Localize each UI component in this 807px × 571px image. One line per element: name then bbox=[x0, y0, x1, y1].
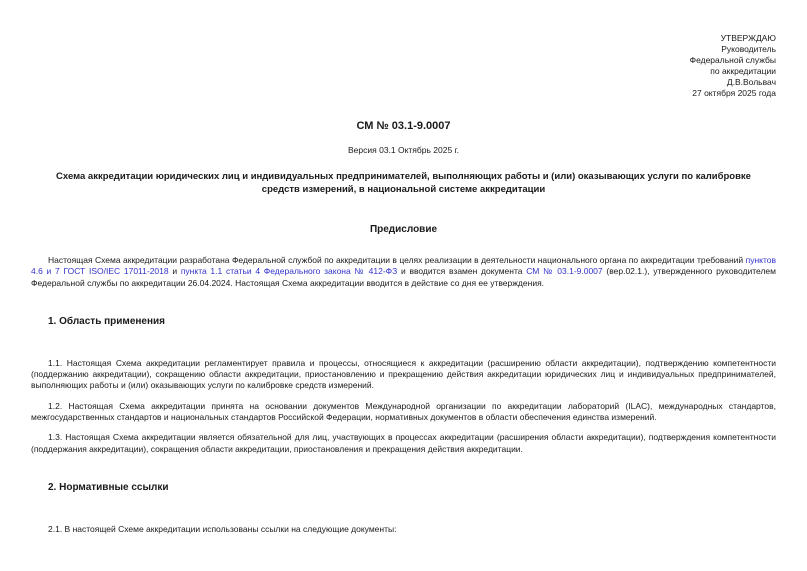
section-2-heading: 2. Нормативные ссылки bbox=[48, 481, 169, 493]
paragraph-text: Настоящая Схема аккредитации разработана Федеральной службой по аккредитации в целях реализации в деятельности национального органа по аккредитации требований bbox=[48, 255, 746, 265]
approval-line-role: Руководитель bbox=[721, 44, 776, 54]
preface-heading: Предисловие bbox=[369, 224, 438, 235]
section-1-heading: 1. Область применения bbox=[48, 315, 166, 327]
approval-line-approve: УТВЕРЖДАЮ bbox=[720, 33, 776, 43]
paragraph-2-1: 2.1. В настоящей Схеме аккредитации использованы ссылки на следующие документы: bbox=[48, 523, 397, 534]
paragraph-1-2: 1.2. Настоящая Схема аккредитации принята на основании документов Международной организации по аккредитации лабораторий (ILAC), международных стандартов, межгосударственных стандартов и национальных стандартов Российской Федерации, нормативных документов в области обеспечения единства измерений. bbox=[31, 400, 776, 423]
paragraph-text: и bbox=[168, 266, 181, 277]
paragraph-text: (вер.02.1.), утвержденного руководителем Федеральной службы по аккредитации 26.04.2024. Настоящая Схема аккредитации вводится в действие со дня ее утверждения. bbox=[31, 266, 777, 288]
paragraph-1-1: 1.1. Настоящая Схема аккредитации регламентирует правила и процессы, относящиеся к аккредитации (расширению области аккредитации), подтверждению компетентности (поддержанию аккредитации), сокращению области аккредитации, приостановлению и прекращению действия аккредитации юридических лиц и индивидуальных предпринимателей, выполняющих работы и (или) оказывающих услуги по калибровке средств измерений. bbox=[31, 357, 776, 391]
paragraph-text: и вводится взамен документа bbox=[397, 266, 527, 277]
document-reference-link[interactable]: СМ № 03.1-9.0007 bbox=[526, 266, 603, 277]
document-reference-link[interactable]: пунктов 4.6 и 7 ГОСТ ISO/IEC 17011-2018 bbox=[31, 255, 776, 277]
paragraph-1-3: 1.3. Настоящая Схема аккредитации является обязательной для лиц, участвующих в процессах аккредитации (расширения области аккредитации), подтверждения компетентности (поддержания аккредитации), сокращения области аккредитации, приостановления и прекращения действия аккредитации. bbox=[31, 432, 776, 454]
doc-title: Схема аккредитации юридических лиц и индивидуальных предпринимателей, выполняющих работы и (или) оказывающих услуги по калибровке средств измерений, в национальной системе аккредитации bbox=[56, 171, 751, 195]
approval-line-date: 27 октября 2025 года bbox=[692, 88, 776, 98]
approval-line-name: Д.В.Вольвач bbox=[726, 77, 776, 87]
doc-number: СМ № 03.1-9.0007 bbox=[356, 120, 451, 132]
approval-line-org-2: по аккредитации bbox=[710, 66, 776, 76]
document-reference-link[interactable]: пункта 1.1 статьи 4 Федерального закона № 412-ФЗ bbox=[180, 266, 398, 277]
preface-paragraph bbox=[31, 255, 776, 289]
doc-version: Версия 03.1 Октябрь 2025 г. bbox=[348, 145, 459, 155]
approval-block bbox=[31, 0, 776, 99]
approval-line-org-1: Федеральной службы bbox=[689, 55, 776, 65]
